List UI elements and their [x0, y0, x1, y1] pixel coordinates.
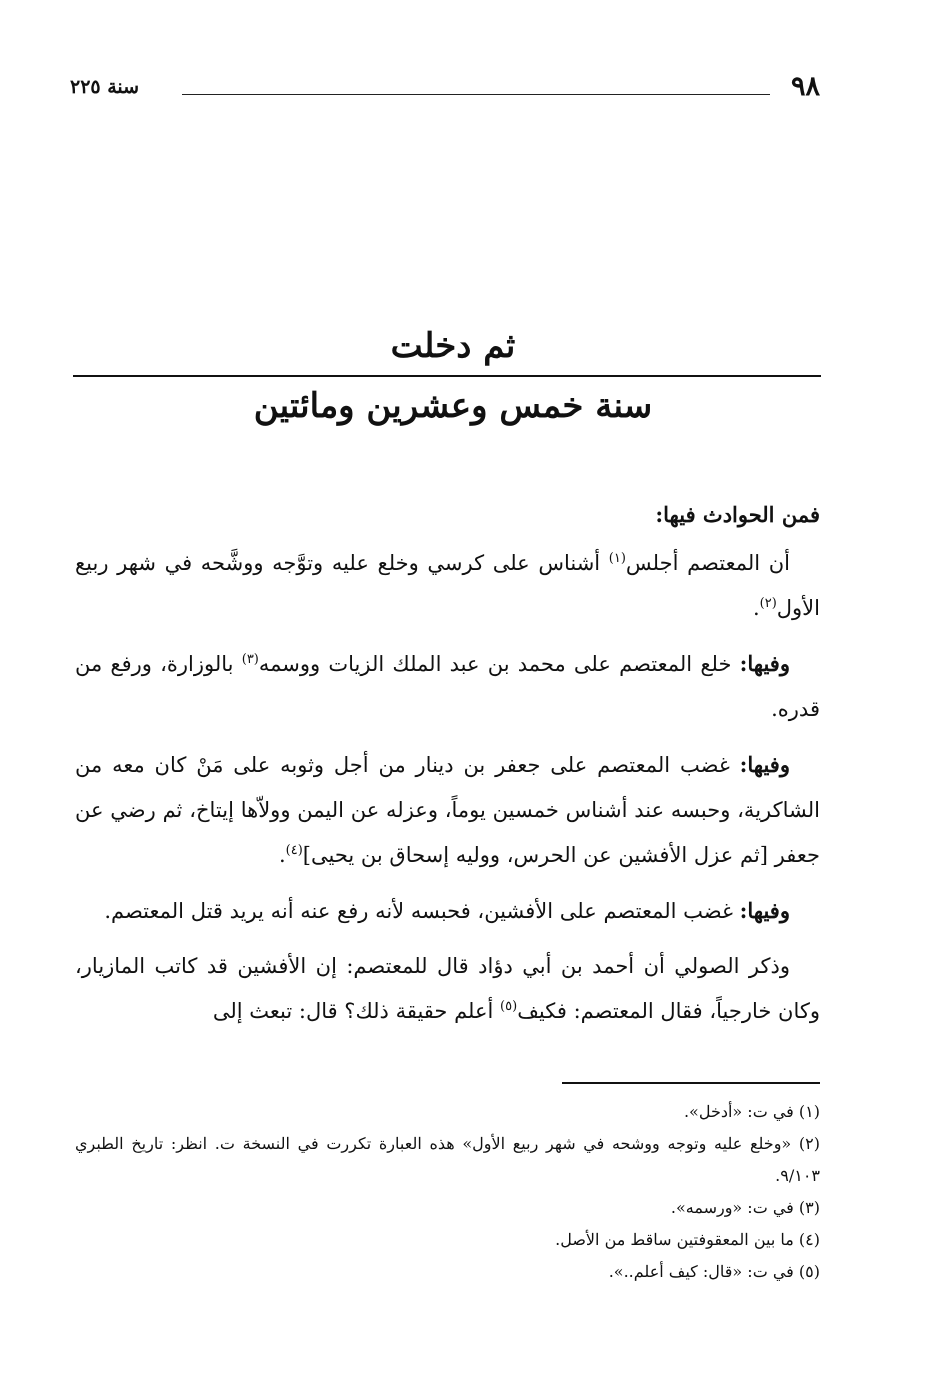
paragraph-2-text: خلع المعتصم على محمد بن عبد الملك الزيات ووسمه: [258, 652, 740, 676]
paragraph-1-text-2: أشناس على كرسي وخلع عليه وتوَّجه ووشَّحه في شهر ربيع الأول: [75, 551, 820, 620]
running-header: [70, 70, 820, 104]
main-text: [75, 492, 820, 1044]
footnotes: [75, 1096, 820, 1288]
paragraph-4-lead: وفيها:: [739, 898, 790, 923]
paragraph-2: [75, 641, 820, 732]
paragraph-1-end: .: [752, 596, 760, 620]
paragraph-2-lead: وفيها:: [739, 651, 790, 676]
paragraph-5-text: وذكر الصولي أن أحمد بن أبي دؤاد قال للمعتصم: إن الأفشين قد كاتب المازيار، وكان خارجياً، فقال المعتصم: فكيف: [75, 954, 820, 1023]
footnote-marker-2: (٢): [759, 596, 777, 611]
paragraph-4-text: غضب المعتصم على الأفشين، فحبسه لأنه رفع عنه أنه يريد قتل المعتصم.: [104, 899, 740, 923]
footnote-5: (٥) في ت: «قال: كيف أعلم..».: [608, 1262, 820, 1281]
footnote-marker-5: (٥): [500, 999, 518, 1014]
footnote-4: (٤) ما بين المعقوفتين ساقط من الأصل.: [555, 1230, 820, 1249]
paragraph-3: [75, 742, 820, 878]
section-heading: فمن الحوادث فيها:: [655, 502, 820, 527]
header-rule: [182, 94, 770, 95]
paragraph-3-lead: وفيها:: [739, 752, 790, 777]
footnote-1: (١) في ت: «أدخل».: [683, 1102, 820, 1121]
paragraph-4: [75, 888, 820, 934]
footnote-2: (٢) «وخلع عليه وتوجه ووشحه في شهر ربيع الأول» هذه العبارة تكررت في النسخة ت. انظر: تاريخ الطبري ٩/١٠٣.: [75, 1134, 820, 1185]
footnote-marker-3: (٣): [241, 652, 259, 667]
chapter-title-line2: سنة خمس وعشرين ومائتين: [253, 386, 653, 426]
footnote-marker-4: (٤): [285, 843, 303, 858]
paragraph-5-text-2: أعلم حقيقة ذلك؟ قال: تبعث إلى: [212, 999, 501, 1023]
paragraph-1-text: أن المعتصم أجلس: [625, 551, 790, 575]
chapter-title-line1: ثم دخلت: [390, 326, 516, 366]
footnote-3: (٣) في ت: «ورسمه».: [670, 1198, 820, 1217]
footnote-separator: [562, 1082, 820, 1084]
page-number: ٩٨: [790, 71, 820, 102]
paragraph-5: [75, 944, 820, 1034]
paragraph-2-text-2: بالوزارة، ورفع من قدره.: [75, 652, 820, 721]
running-year-label: سنة ٢٢٥: [70, 76, 140, 98]
footnote-marker-1: (١): [608, 551, 626, 566]
chapter-title-rule: [73, 375, 821, 377]
paragraph-1: [75, 541, 820, 631]
paragraph-3-end: .: [278, 843, 286, 867]
paragraph-3-text: غضب المعتصم على جعفر بن دينار من أجل وثوبه على مَنْ كان معه من الشاكرية، وحبسه عند أشناس خمسين يوماً، وعزله عن اليمن وولاّها إيتاخ، ثم رضي عن جعفر [ثم عزل الأفشين عن الحرس، ووليه إسحاق بن يحيى]: [75, 753, 820, 867]
